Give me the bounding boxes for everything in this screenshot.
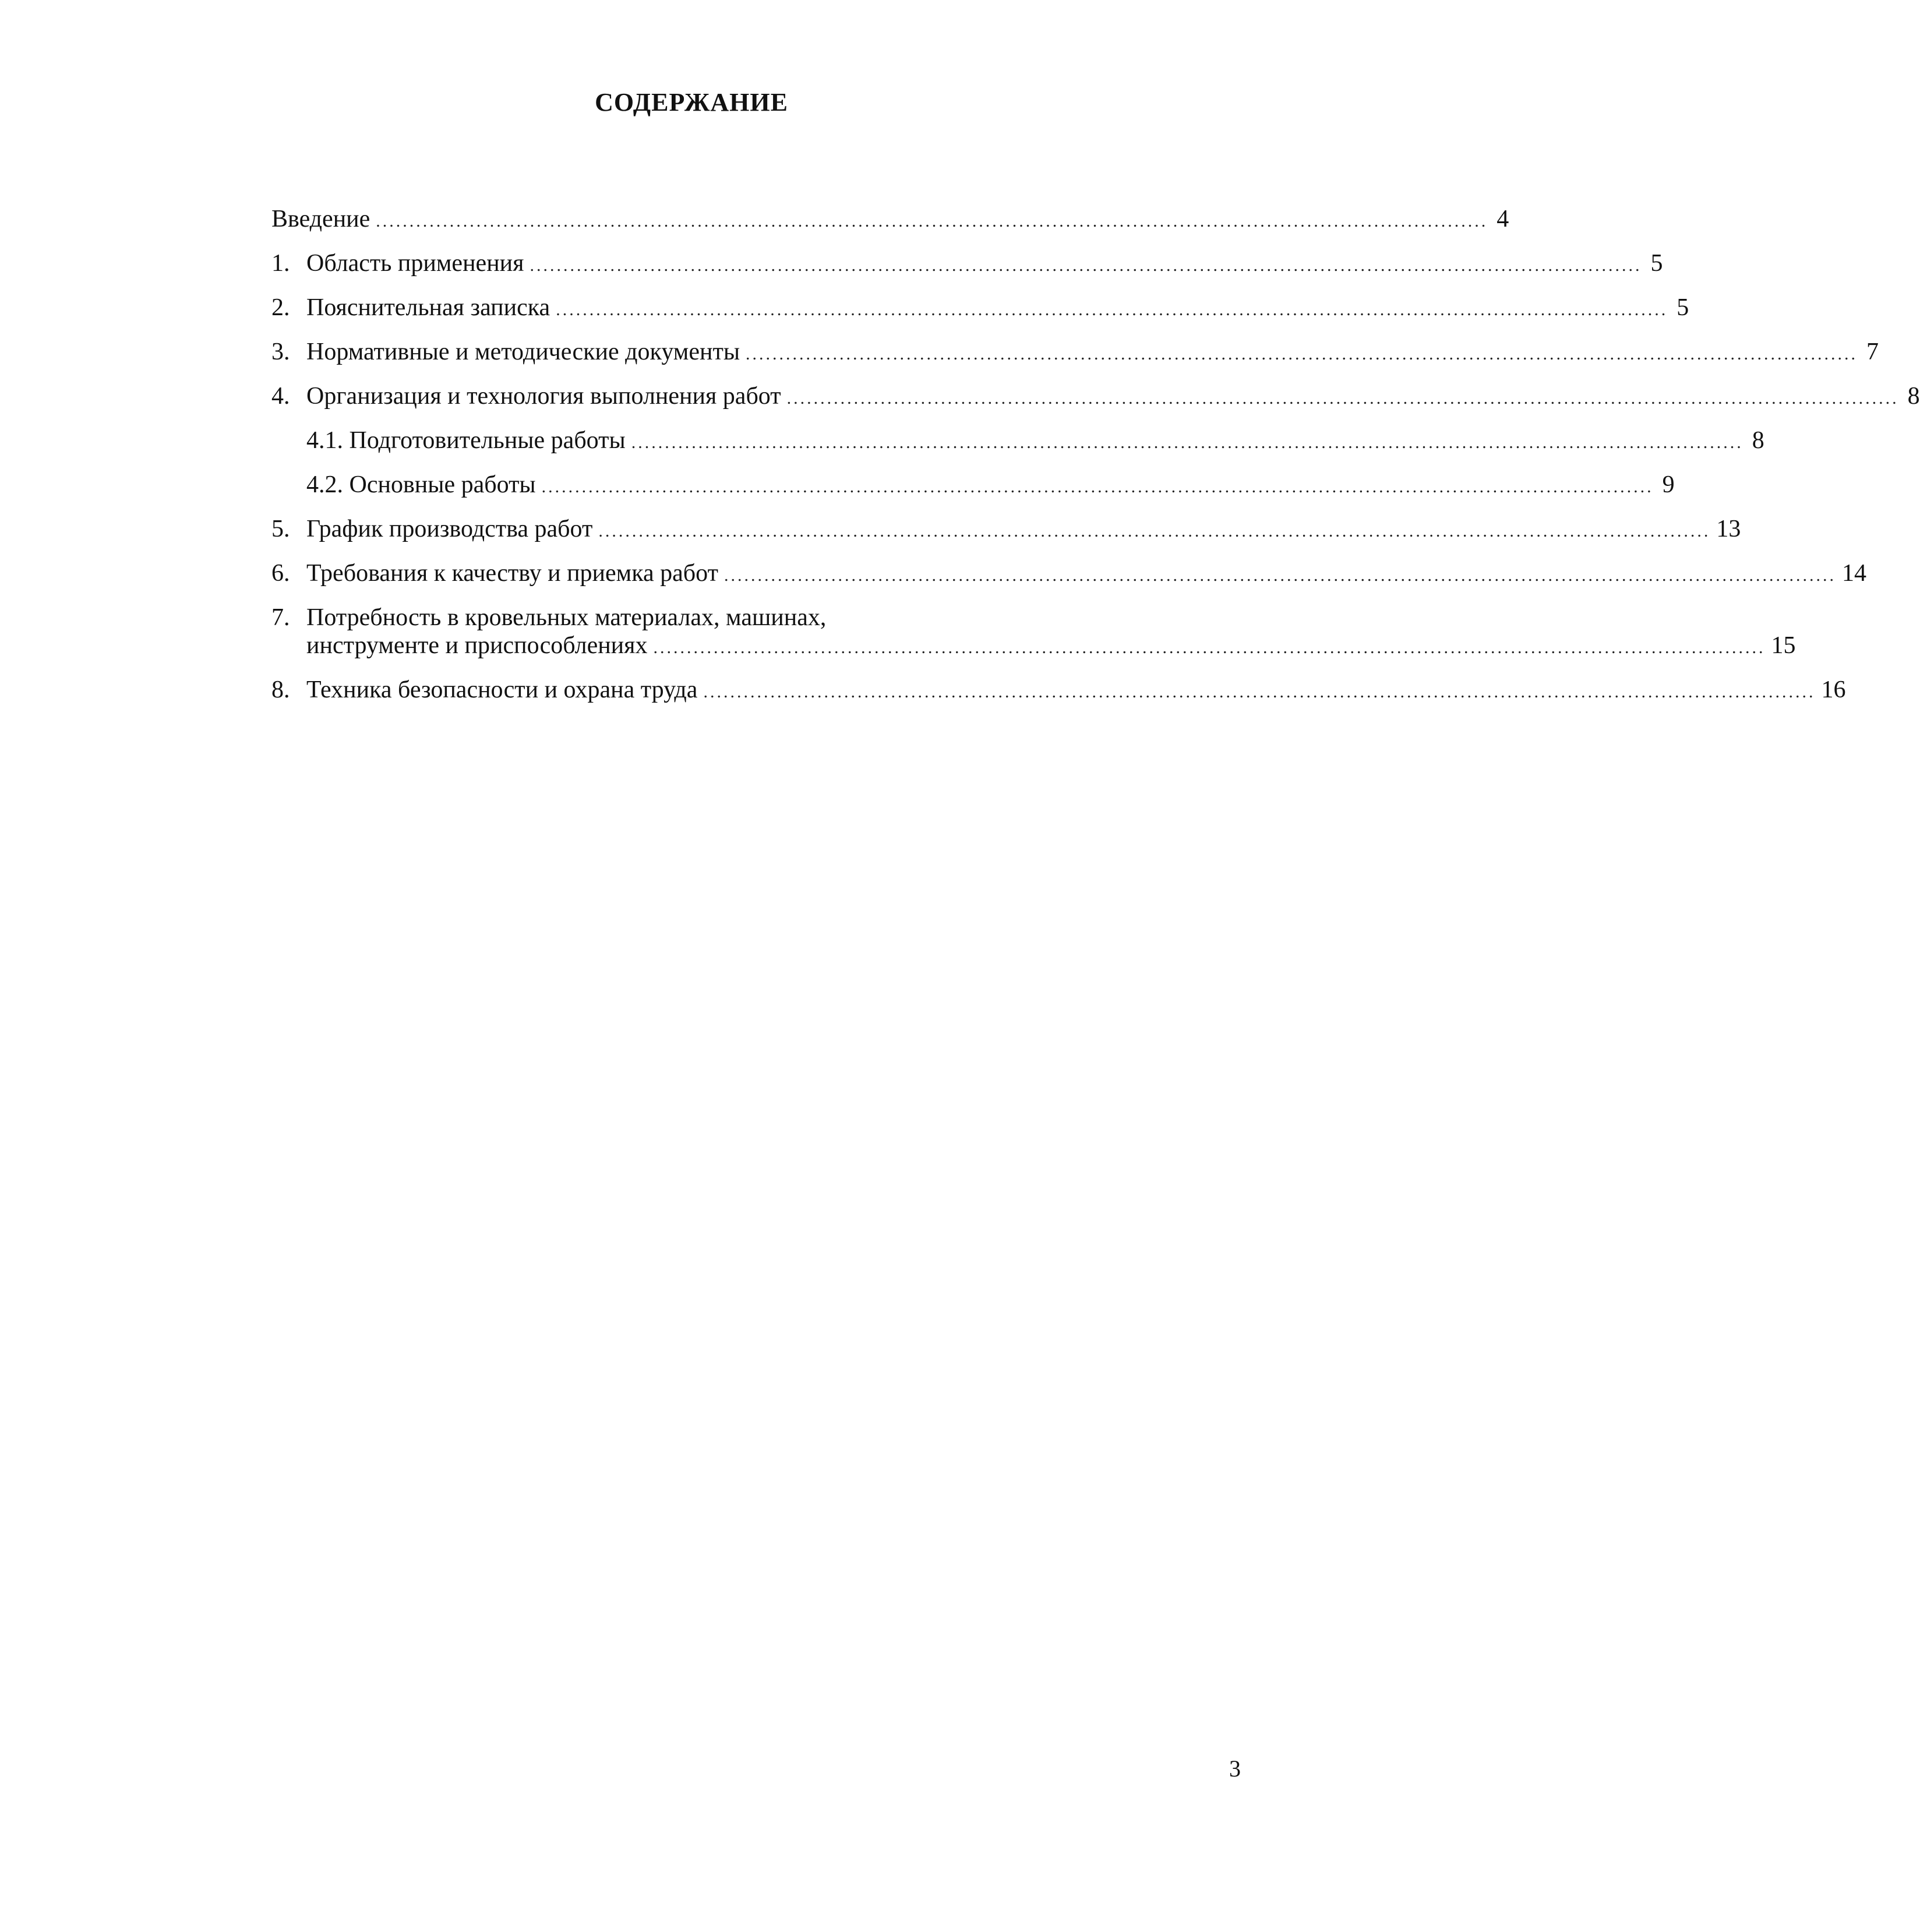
toc-entry-title: Техника безопасности и охрана труда — [306, 676, 698, 703]
toc-entry-number: 7. — [271, 604, 290, 631]
dot-leader: ...................................................................................................................................................................... — [598, 521, 1711, 541]
toc-page-number: 14 — [1841, 560, 1866, 587]
page-number: 3 — [1229, 1755, 1241, 1782]
dot-leader: ...................................................................................................................................................................... — [703, 682, 1816, 701]
toc-entry-4[interactable] — [271, 382, 1920, 413]
dot-leader: ...................................................................................................................................................................... — [556, 300, 1668, 319]
toc-entry-4-1[interactable] — [271, 426, 1764, 457]
toc-entry-title: Требования к качеству и приемка работ — [306, 560, 718, 587]
toc-entry-number: 4. — [271, 383, 290, 410]
dot-leader: ...................................................................................................................................................................... — [530, 256, 1642, 275]
toc-entry-title: Пояснительная записка — [306, 294, 550, 321]
dot-leader: ...................................................................................................................................................................... — [786, 389, 1899, 408]
toc-page-number: 16 — [1821, 676, 1846, 703]
toc-page-number: 7 — [1866, 339, 1879, 365]
toc-page-number: 8 — [1907, 383, 1920, 410]
dot-leader: ...................................................................................................................................................................... — [653, 638, 1766, 657]
table-of-contents — [271, 205, 1920, 720]
toc-entry-title: 4.2. Основные работы — [306, 471, 536, 498]
toc-entry-4-2[interactable] — [271, 471, 1675, 501]
toc-entry-number: 3. — [271, 339, 290, 365]
dot-leader: ...................................................................................................................................................................... — [746, 344, 1858, 364]
toc-entry-5[interactable] — [271, 515, 1741, 545]
toc-page-number: 9 — [1662, 471, 1675, 498]
toc-entry-2[interactable] — [271, 294, 1689, 324]
dot-leader: ...................................................................................................................................................................... — [631, 433, 1743, 452]
toc-page-number: 5 — [1650, 250, 1663, 277]
dot-leader: ...................................................................................................................................................................... — [541, 477, 1654, 496]
toc-entry-introduction[interactable] — [271, 205, 1509, 235]
toc-page-number: 4 — [1497, 206, 1509, 232]
toc-entry-3[interactable] — [271, 338, 1879, 368]
page-title: СОДЕРЖАНИЕ — [595, 88, 788, 117]
toc-entry-title: Введение — [271, 206, 370, 232]
toc-entry-title: Нормативные и методические документы — [306, 339, 740, 365]
dot-leader: ...................................................................................................................................................................... — [723, 566, 1836, 585]
toc-entry-number: 2. — [271, 294, 290, 321]
toc-entry-number: 1. — [271, 250, 290, 277]
toc-entry-title: График производства работ — [306, 516, 593, 542]
toc-entry-title: Область применения — [306, 250, 524, 277]
toc-entry-title-line2: инструменте и приспособлениях — [306, 632, 648, 659]
toc-entry-1[interactable] — [271, 249, 1663, 280]
toc-page-number: 13 — [1716, 516, 1741, 542]
toc-page-number: 8 — [1752, 427, 1764, 454]
toc-entry-number: 5. — [271, 516, 290, 542]
toc-entry-title-line1: Потребность в кровельных материалах, машинах, — [306, 604, 827, 631]
toc-page-number: 5 — [1677, 294, 1689, 321]
toc-entry-number: 6. — [271, 560, 290, 587]
toc-entry-6[interactable] — [271, 559, 1866, 590]
toc-entry-title: Организация и технология выполнения работ — [306, 383, 781, 410]
toc-entry-number: 8. — [271, 676, 290, 703]
dot-leader: ...................................................................................................................................................................... — [376, 211, 1488, 231]
toc-page-number: 15 — [1771, 632, 1796, 659]
toc-entry-8[interactable] — [271, 676, 1846, 706]
toc-entry-7[interactable] — [271, 604, 1796, 662]
toc-entry-title: 4.1. Подготовительные работы — [306, 427, 626, 454]
